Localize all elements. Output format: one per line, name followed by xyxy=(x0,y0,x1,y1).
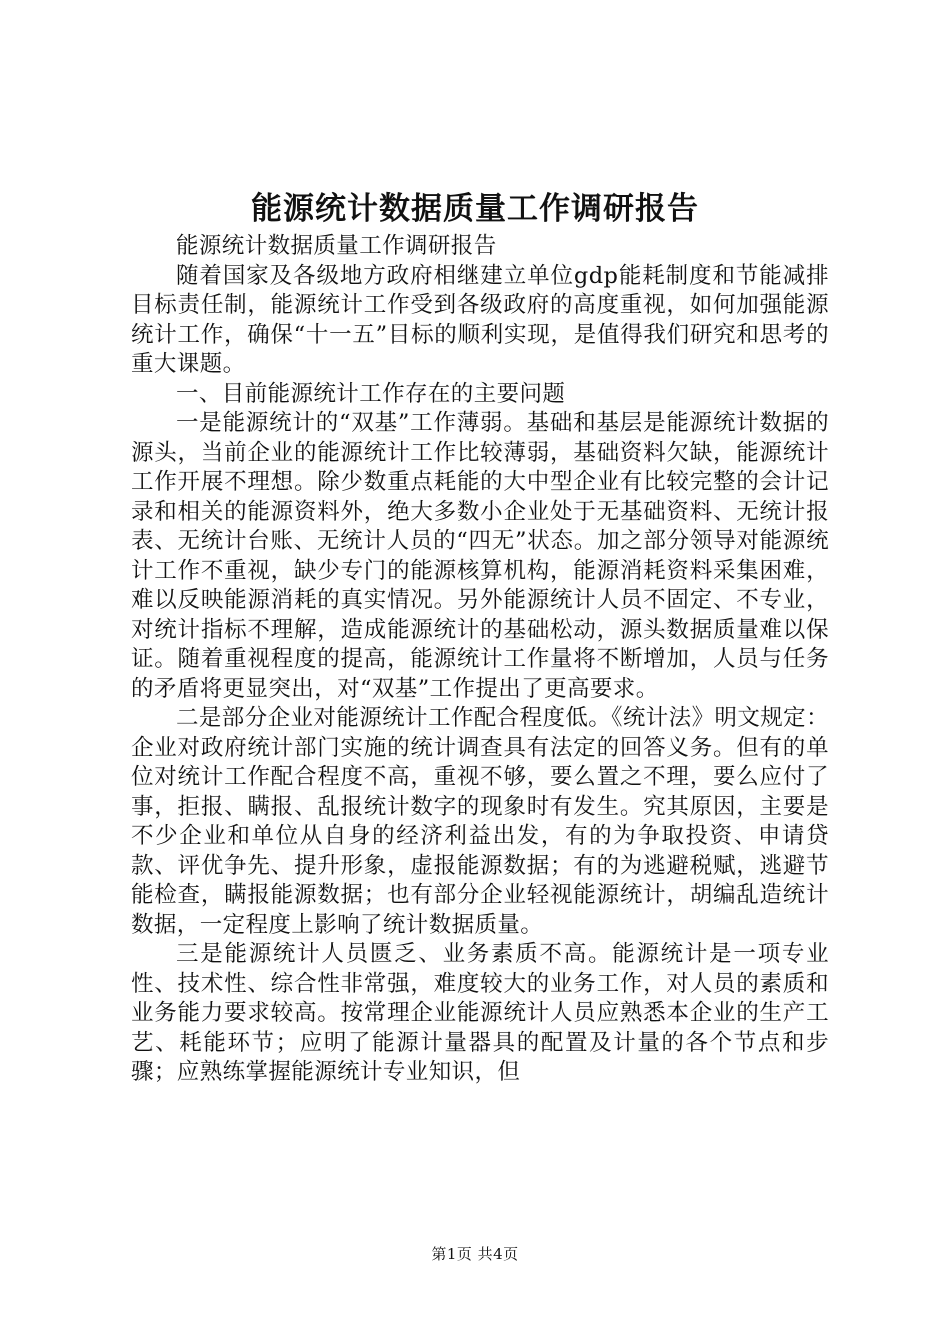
document-title: 能源统计数据质量工作调研报告 xyxy=(251,191,699,227)
document-body xyxy=(131,232,829,1088)
paragraph-subtitle: 能源统计数据质量工作调研报告 xyxy=(176,233,497,259)
paragraph-problem-one: 一是能源统计的“双基”工作薄弱。基础和基层是能源统计数据的源头，当前企业的能源统计工作比较薄弱，基础资料欠缺，能源统计工作开展不理想。除少数重点耗能的大中型企业有比较完整的会计记录和相关的能源资料外，绝大多数小企业处于无基础资料、无统计报表、无统计台账、无统计人员的“四无”状态。加之部分领导对能源统计工作不重视，缺少专门的能源核算机构，能源消耗资料采集困难，难以反映能源消耗的真实情况。另外能源统计人员不固定、不专业，对统计指标不理解，造成能源统计的基础松动，源头数据质量难以保证。随着重视程度的提高，能源统计工作量将不断增加，人员与任务的矛盾将更显突出，对“双基”工作提出了更高要求。 xyxy=(131,410,829,702)
paragraph-intro: 随着国家及各级地方政府相继建立单位gdp能耗制度和节能减排目标责任制，能源统计工作受到各级政府的高度重视，如何加强能源统计工作，确保“十一五”目标的顺利实现，是值得我们研究和思考的重大课题。 xyxy=(131,262,829,377)
paragraph-problem-two: 二是部分企业对能源统计工作配合程度低。《统计法》明文规定：企业对政府统计部门实施的统计调查具有法定的回答义务。但有的单位对统计工作配合程度不高，重视不够，要么置之不理，要么应付了事，拒报、瞒报、乱报统计数字的现象时有发生。究其原因，主要是不少企业和单位从自身的经济利益出发，有的为争取投资、申请贷款、评优争先、提升形象，虚报能源数据；有的为逃避税赋，逃避节能检查，瞒报能源数据；也有部分企业轻视能源统计，胡编乱造统计数据，一定程度上影响了统计数据质量。 xyxy=(131,705,829,938)
section-heading-main-problems: 一、目前能源统计工作存在的主要问题 xyxy=(176,380,566,407)
page-footer: 第1页 共4页 xyxy=(431,1245,519,1263)
paragraph-problem-three: 三是能源统计人员匮乏、业务素质不高。能源统计是一项专业性、技术性、综合性非常强，难度较大的业务工作，对人员的素质和业务能力要求较高。按常理企业能源统计人员应熟悉本企业的生产工艺、耗能环节；应明了能源计量器具的配置及计量的各个节点和步骤；应熟练掌握能源统计专业知识，但 xyxy=(131,941,829,1085)
